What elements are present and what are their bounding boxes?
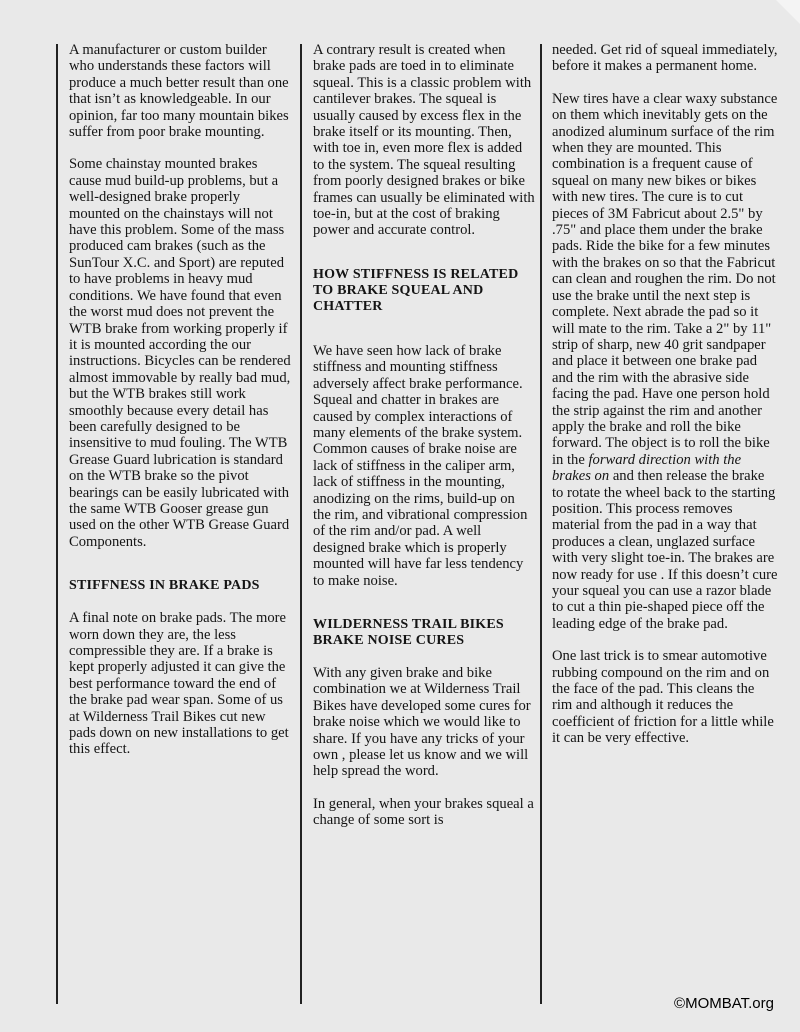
col3-paragraph-2	[552, 91, 778, 632]
heading-line: TO BRAKE SQUEAL AND	[313, 282, 484, 298]
heading-how-stiffness-is-related	[313, 267, 535, 315]
copyright-credit: ©MOMBAT.org	[674, 995, 774, 1012]
col1-paragraph-1: A manufacturer or custom builder who understands these factors will produce a much better result than one that isn’t as knowledgeable. In our opinion, far too many mountain bikes suffer from poor brake mounting.	[69, 42, 289, 141]
heading-stiffness-in-brake-pads: STIFFNESS IN BRAKE PADS	[69, 578, 260, 594]
col3-paragraph-2-end: and then release the brake to rotate the wheel back to the starting position. This process removes material from the pad in a way that produces a clean, unglazed surface with very slight toe-in. The brakes are now ready for use . If this doesn’t cure your squeal you can use a razor blade to cut a thin pie-shaped piece off the leading edge of the brake pad.	[552, 468, 778, 632]
column-rule-right	[540, 44, 542, 1004]
column-rule-left	[56, 44, 58, 1004]
column-rule-middle	[300, 44, 302, 1004]
col1-paragraph-2: Some chainstay mounted brakes cause mud build-up problems, but a well-designed brake properly mounted on the chainstays will not have this problem. Some of the mass produced cam brakes (such as the SunTour X.C. and Sport) are reputed to have problems in heavy mud conditions. We have found that even the worst mud does not prevent the WTB brake from working properly if it is mounted according the our instructions. Bicycles can be rendered almost immovable by really bad mud, but the WTB brakes still work smoothly because every detail has been carefully designed to be insensitive to mud fouling. The WTB Grease Guard lubrication is standard on the WTB brake so the pivot bearings can be easily lubricated with the same WTB Gooser grease gun used on the other WTB Grease Guard Components.	[69, 156, 291, 550]
col3-emphasis: forward direction with the brakes on	[552, 451, 742, 485]
column-2	[313, 42, 535, 845]
col3-paragraph-3: One last trick is to smear automotive rubbing compound on the rim and on the face of the pad. This cleans the rim and although it reduces the coefficient of friction for a little while it can be very effective.	[552, 648, 774, 747]
folded-corner	[776, 0, 800, 24]
col2-paragraph-1: A contrary result is created when brake pads are toed in to eliminate squeal. This is a classic problem with cantilever brakes. The squeal is usually caused by excess flex in the brake itself or its mounting. Then, with toe in, even more flex is added to the system. The squeal resulting from poorly designed brakes or bike frames can usually be eliminated with toe-in, but at the cost of braking power and accurate control.	[313, 42, 535, 239]
col1-paragraph-3: A final note on brake pads. The more worn down they are, the less compressible they are. If a brake is kept properly adjusted it can give the best performance toward the end of the brake pad wear span. Some of us at Wilderness Trail Bikes cut new pads down on new installations to get this effect.	[69, 610, 289, 758]
heading-line: CHATTER	[313, 298, 383, 314]
column-3	[552, 42, 778, 763]
heading-wilderness-trail-bikes	[313, 617, 535, 649]
heading-line: HOW STIFFNESS IS RELATED	[313, 266, 519, 282]
column-1	[69, 42, 293, 774]
col2-paragraph-2: We have seen how lack of brake stiffness and mounting stiffness adversely affect brake performance. Squeal and chatter in brakes are caused by complex interactions of many elements of the brake system. Common causes of brake noise are lack of stiffness in the caliper arm, lack of stiffness in the mounting, anodizing on the rims, build-up on the rim, and vibrational compression of the rim and/or pad. A well designed brake which is properly mounted will have far less tendency to make noise.	[313, 342, 528, 589]
heading-line: BRAKE NOISE CURES	[313, 632, 465, 648]
heading-line: WILDERNESS TRAIL BIKES	[313, 616, 504, 632]
col2-paragraph-3: With any given brake and bike combination we at Wilderness Trail Bikes have developed some cures for brake noise which we would like to share. If you have any tricks of your own , please let us know and we will help spread the word.	[313, 664, 531, 780]
col3-paragraph-1: needed. Get rid of squeal immediately, before it makes a permanent home.	[552, 42, 778, 75]
col2-paragraph-4: In general, when your brakes squeal a change of some sort is	[313, 795, 534, 829]
col3-paragraph-2-start: New tires have a clear waxy substance on them which inevitably gets on the anodized aluminum surface of the rim when they are mounted. This combination is a frequent cause of squeal on many new bikes or bikes with new tires. The cure is to cut pieces of 3M Fabricut about 2.5" by .75" and place them under the brake pads. Ride the bike for a few minutes with the brakes on so that the Fabricut can clean and roughen the rim. Do not use the brake until the next step is complete. Next abrade the pad so it will mate to the rim. Take a 2" by 11" strip of sharp, new 40 grit sandpaper and place it between one brake pad and the rim with the abrasive side facing the pad. Have one person hold the strip against the rim and another apply the brake and roll the bike forward. The object is to roll the bike in the	[552, 90, 778, 468]
